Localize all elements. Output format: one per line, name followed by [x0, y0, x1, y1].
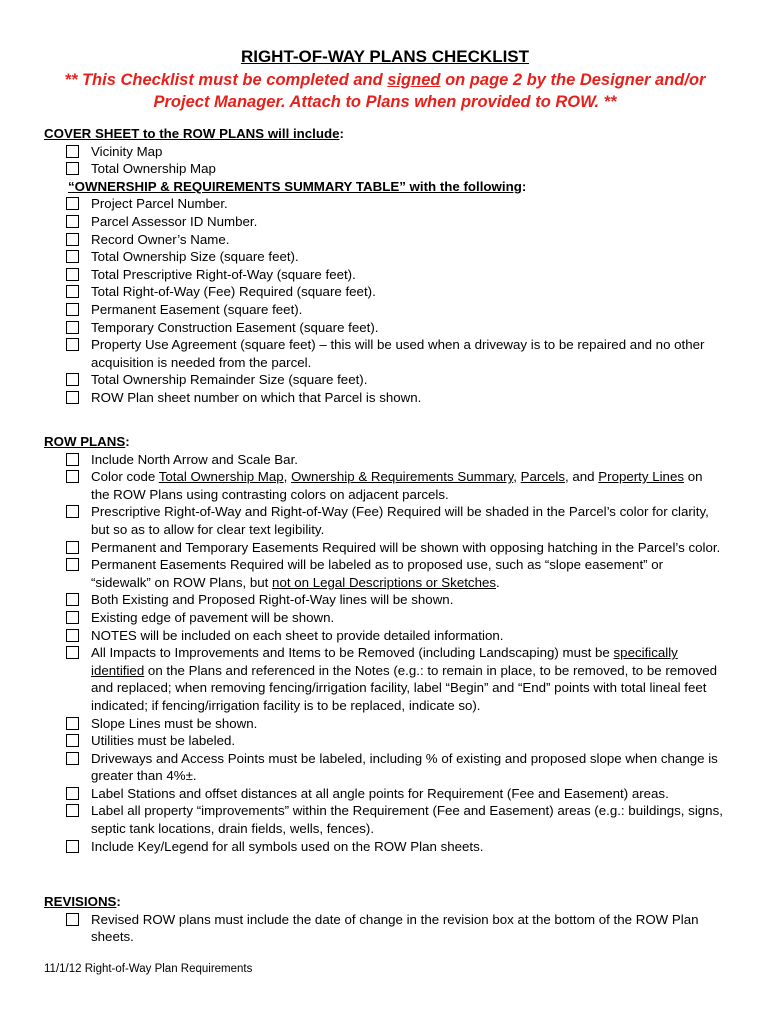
item-label: Property Use Agreement (square feet) – this will be used when a driveway is to be repaired and no other acquisition is needed from the parcel. — [91, 337, 705, 370]
checkbox[interactable] — [66, 268, 79, 281]
item-label: Record Owner’s Name. — [91, 231, 230, 247]
checkbox[interactable] — [66, 197, 79, 210]
checklist-item — [44, 715, 724, 733]
checklist-item — [44, 591, 724, 609]
notice-signed: signed — [387, 71, 441, 89]
item-label: Include Key/Legend for all symbols used on the ROW Plan sheets. — [91, 838, 484, 854]
item-label: Permanent and Temporary Easements Required will be shown with opposing hatching in the Parcel’s color. — [91, 539, 721, 555]
summary-table-heading-text: “OWNERSHIP & REQUIREMENTS SUMMARY TABLE” with the following — [68, 178, 522, 194]
item-label: Prescriptive Right-of-Way and Right-of-Way (Fee) Required will be shaded in the Parcel’s color for clarity, but so as to allow for clear text legibility. — [91, 504, 709, 537]
revisions-heading — [44, 893, 724, 911]
checklist-item — [44, 389, 724, 407]
item-label: Project Parcel Number. — [91, 196, 228, 212]
page-footer: 11/1/12 Right-of-Way Plan Requirements — [44, 963, 253, 975]
item-label: Total Ownership Remainder Size (square feet). — [91, 372, 368, 388]
checklist-item — [44, 785, 724, 803]
summary-table-heading-colon: : — [521, 178, 527, 194]
checkbox[interactable] — [66, 629, 79, 642]
text-run: , — [283, 469, 292, 485]
checklist-item — [44, 336, 724, 371]
text-run: All Impacts to Improvements and Items to be Removed (including Landscaping) must be — [91, 645, 614, 661]
checkbox[interactable] — [66, 646, 79, 659]
checklist-item — [44, 266, 724, 284]
checkbox[interactable] — [66, 373, 79, 386]
text-run: Permanent Easements Required will be labeled as to proposed use, such as “slope easement” or “sidewalk” on ROW Plans, but — [91, 557, 664, 590]
text-run-underlined: Parcels — [520, 469, 565, 485]
item-label: Vicinity Map — [91, 143, 163, 159]
checkbox[interactable] — [66, 285, 79, 298]
checklist-item — [44, 371, 724, 389]
checkbox[interactable] — [66, 611, 79, 624]
item-label: Slope Lines must be shown. — [91, 715, 258, 731]
text-run: Color code — [91, 469, 159, 485]
revisions-heading-text: REVISIONS — [44, 894, 117, 909]
checkbox[interactable] — [66, 734, 79, 747]
item-label: Total Ownership Size (square feet). — [91, 249, 299, 265]
checkbox[interactable] — [66, 717, 79, 730]
checklist-item — [44, 609, 724, 627]
item-label: NOTES will be included on each sheet to provide detailed information. — [91, 627, 504, 643]
cover-sheet-section — [44, 125, 724, 407]
item-label: Total Ownership Map — [91, 161, 216, 177]
cover-sheet-heading-colon: : — [339, 126, 344, 141]
checklist-item — [44, 468, 724, 503]
checklist-item — [44, 644, 724, 714]
text-run-underlined: Property Lines — [598, 469, 685, 485]
item-label — [91, 644, 724, 714]
item-label: Both Existing and Proposed Right-of-Way lines will be shown. — [91, 592, 454, 608]
checklist-item — [44, 838, 724, 856]
text-run: on the ROW Plans using contrasting colors on adjacent parcels. — [91, 469, 703, 502]
checkbox[interactable] — [66, 505, 79, 518]
text-run: . — [496, 574, 500, 590]
checkbox[interactable] — [66, 558, 79, 571]
checkbox[interactable] — [66, 321, 79, 334]
checkbox[interactable] — [66, 593, 79, 606]
item-label: Temporary Construction Easement (square feet). — [91, 319, 379, 335]
item-label: Parcel Assessor ID Number. — [91, 213, 258, 229]
item-label: Existing edge of pavement will be shown. — [91, 609, 335, 625]
checklist-item — [44, 451, 724, 469]
checklist-item — [44, 732, 724, 750]
checkbox[interactable] — [66, 752, 79, 765]
item-label: Label Stations and offset distances at all angle points for Requirement (Fee and Easement) areas. — [91, 785, 669, 801]
checklist-item — [44, 213, 724, 231]
item-label: Label all property “improvements” within the Requirement (Fee and Easement) areas (e.g.: buildings, signs, septic tank locations, drain fields, wells, fences). — [91, 803, 723, 837]
signature-notice — [40, 69, 730, 113]
revisions-heading-colon: : — [116, 894, 121, 909]
item-label: Include North Arrow and Scale Bar. — [91, 451, 298, 467]
summary-table-heading — [44, 178, 724, 196]
checklist-item — [44, 301, 724, 319]
row-plans-section — [44, 433, 724, 855]
checkbox[interactable] — [66, 250, 79, 263]
checklist-item — [44, 911, 724, 946]
checkbox[interactable] — [66, 804, 79, 817]
text-run: on the Plans and referenced in the Notes (e.g.: to remain in place, to be removed, to be removed and replaced; when removing fencing/irrigation facility, label “Begin” and “End” points with total lineal feet indicated; if fencing/irrigation facility is to be replaced, indicate so). — [91, 662, 718, 713]
notice-text-1: ** This Checklist must be completed and — [64, 71, 388, 89]
item-label: Utilities must be labeled. — [91, 733, 236, 749]
item-label: ROW Plan sheet number on which that Parcel is shown. — [91, 389, 422, 405]
checklist-item — [44, 160, 724, 178]
row-plans-heading — [44, 433, 724, 451]
checkbox[interactable] — [66, 338, 79, 351]
text-run: , and — [564, 469, 599, 485]
item-label: Total Prescriptive Right-of-Way (square feet). — [91, 266, 356, 282]
item-label — [91, 556, 724, 591]
checkbox[interactable] — [66, 162, 79, 175]
checklist-item — [44, 231, 724, 249]
checklist-item — [44, 556, 724, 591]
checklist-item — [44, 143, 724, 161]
page-title: RIGHT-OF-WAY PLANS CHECKLIST — [240, 47, 530, 66]
checklist-item — [44, 627, 724, 645]
checklist-item — [44, 503, 724, 538]
cover-sheet-heading-text: COVER SHEET to the ROW PLANS will include — [44, 126, 340, 141]
text-run-underlined: not on Legal Descriptions or Sketches — [272, 574, 497, 590]
checkbox[interactable] — [66, 233, 79, 246]
checklist-item — [44, 248, 724, 266]
revisions-section — [44, 893, 724, 946]
checkbox[interactable] — [66, 145, 79, 158]
checkbox[interactable] — [66, 840, 79, 853]
item-label: Revised ROW plans must include the date of change in the revision box at the bottom of the ROW Plan sheets. — [91, 911, 699, 945]
checkbox[interactable] — [66, 391, 79, 404]
item-label: Permanent Easement (square feet). — [91, 301, 303, 317]
text-run-underlined: Total Ownership Map — [158, 469, 284, 485]
item-label: Total Right-of-Way (Fee) Required (square feet). — [91, 284, 376, 300]
checklist-item — [44, 319, 724, 337]
checklist-item — [44, 802, 724, 837]
row-plans-heading-text: ROW PLANS — [44, 434, 126, 449]
checkbox[interactable] — [66, 303, 79, 316]
item-label — [91, 468, 724, 503]
row-plans-heading-colon: : — [125, 434, 130, 449]
checklist-item — [44, 195, 724, 213]
checkbox[interactable] — [66, 787, 79, 800]
text-run: , — [513, 469, 521, 485]
item-label: Driveways and Access Points must be labeled, including % of existing and proposed slope when change is greater than 4%±. — [91, 750, 718, 784]
checklist-item — [44, 283, 724, 301]
cover-sheet-heading — [44, 125, 724, 143]
notice-text-2: on page 2 by the Designer and/or Project Manager. Attach to Plans when provided to ROW. ** — [153, 71, 706, 111]
checklist-item — [44, 750, 724, 785]
text-run-underlined: Ownership & Requirements Summary — [291, 469, 514, 485]
checklist-item — [44, 539, 724, 557]
checkbox[interactable] — [66, 215, 79, 228]
text-run-underlined: specifically identified — [91, 645, 678, 678]
checkbox[interactable] — [66, 913, 79, 926]
checkbox[interactable] — [66, 453, 79, 466]
checkbox[interactable] — [66, 470, 79, 483]
checkbox[interactable] — [66, 541, 79, 554]
